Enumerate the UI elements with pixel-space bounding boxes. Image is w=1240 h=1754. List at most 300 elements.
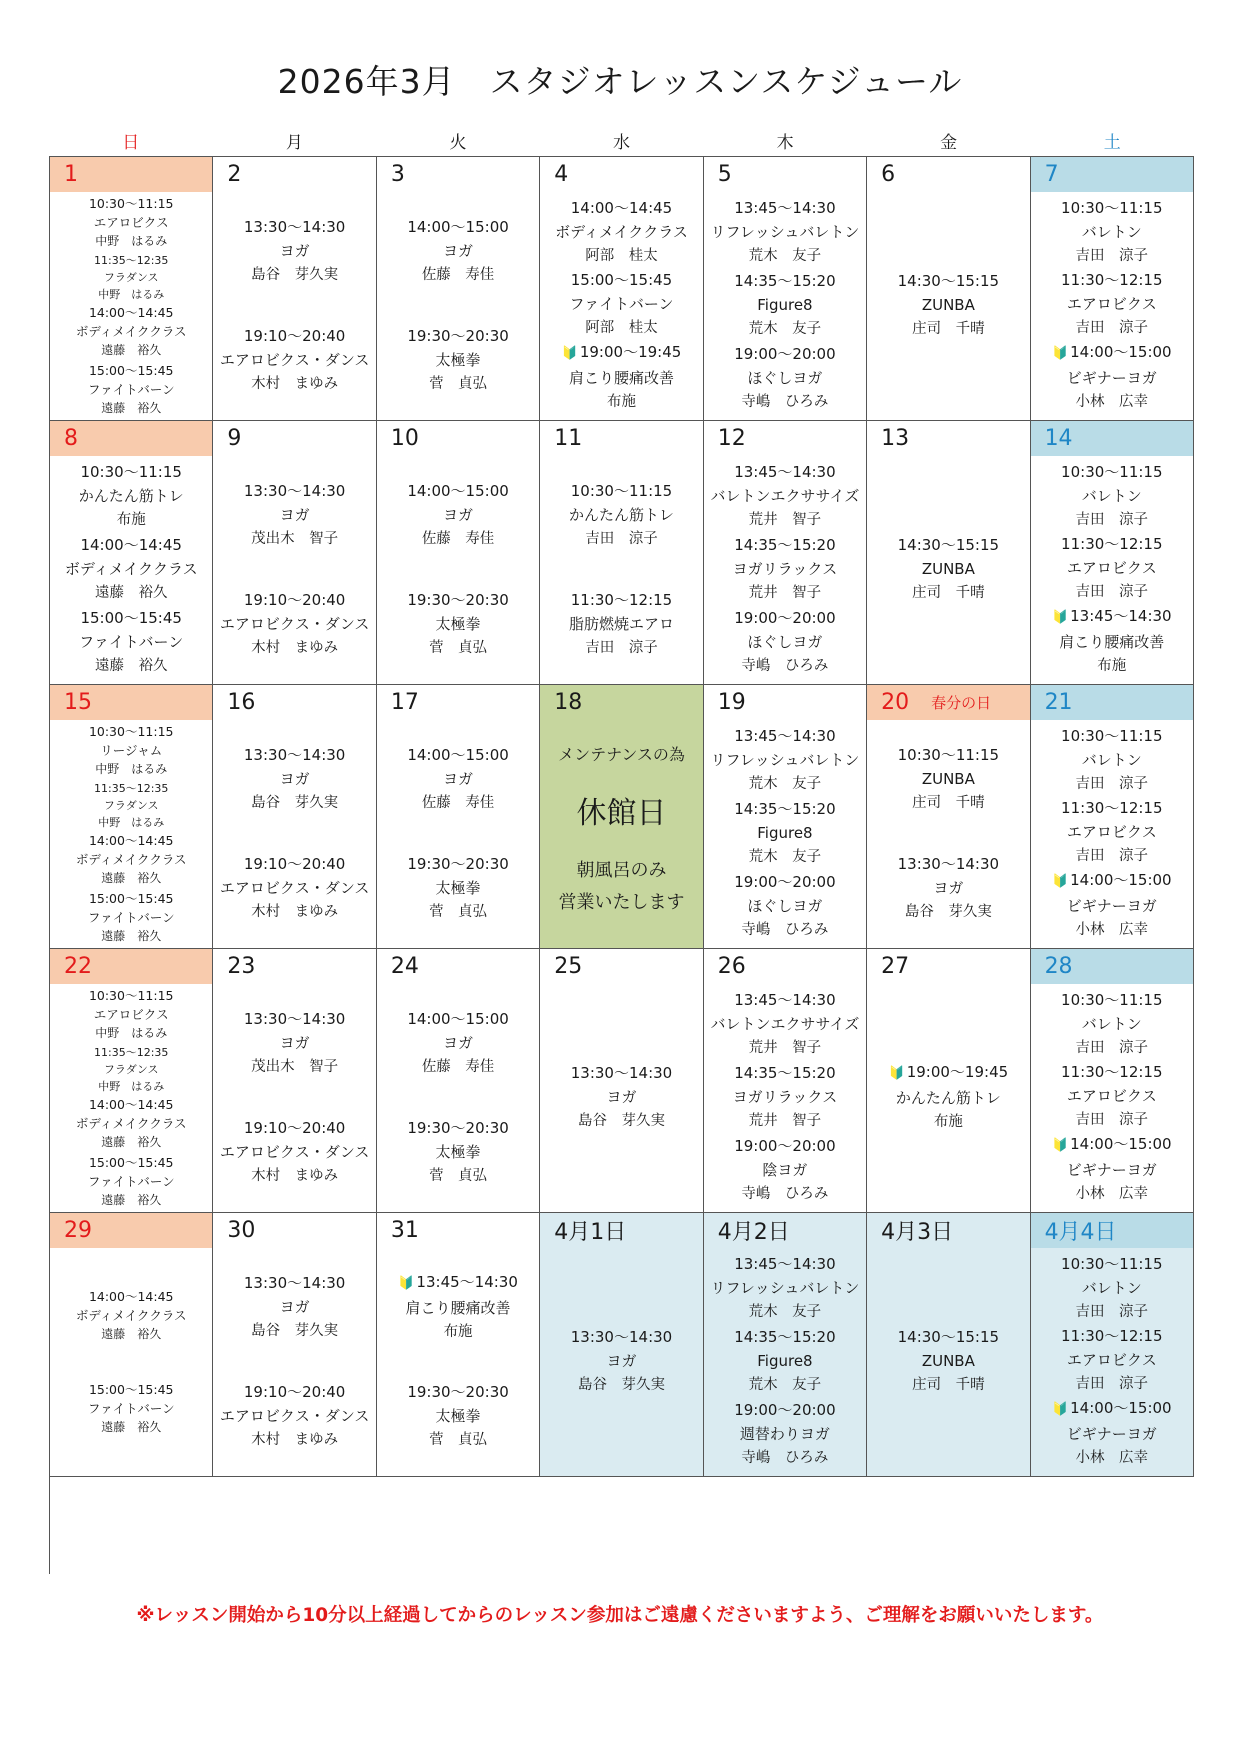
lesson-name: エアロビクス・ダンス [219, 1142, 370, 1161]
weekday-thursday: 木 [776, 133, 794, 153]
lesson-instructor: 寺嶋 ひろみ [741, 393, 829, 410]
lesson-time-text: 10:30～11:15 [88, 988, 174, 1004]
day-header [867, 685, 1029, 720]
lesson-instructor: 木村 まゆみ [251, 1431, 339, 1448]
lesson-name: ビギナーヨガ [1066, 369, 1157, 387]
lesson-name: ヨガ [443, 769, 474, 788]
lesson-time [706, 196, 864, 220]
lesson-time [215, 324, 373, 348]
lesson-name: エアロビクス [1066, 1351, 1157, 1369]
lesson-time [542, 340, 700, 366]
lesson-instructor: 荒木 友子 [748, 320, 822, 337]
lesson-time [706, 870, 864, 894]
lesson-item [1033, 796, 1191, 868]
day-number: 21 [1044, 690, 1073, 715]
lesson-time-text: 13:30～14:30 [570, 1328, 673, 1346]
lesson-item [215, 743, 373, 815]
lesson-time [215, 852, 373, 876]
lesson-name: エアロビクス [1066, 295, 1157, 313]
lesson-item [542, 340, 700, 414]
day-cell [1031, 685, 1194, 949]
lesson-name: ファイトバーン [87, 381, 175, 397]
lesson-list [1031, 192, 1193, 420]
lesson-instructor: 吉田 涼子 [1075, 1376, 1149, 1392]
lesson-instructor: 吉田 涼子 [585, 530, 658, 547]
lesson-time-text: 13:45～14:30 [1070, 607, 1172, 625]
lesson-name: ヨガ [606, 1088, 637, 1106]
day-cell [1031, 421, 1194, 685]
lesson-time-text: 13:30～14:30 [897, 854, 1000, 873]
lesson-name: ヨガ [443, 505, 474, 524]
lesson-list [1031, 984, 1193, 1212]
lesson-time-text: 14:00～15:00 [1070, 871, 1172, 889]
lesson-time-text: 11:30～12:15 [1061, 1327, 1163, 1345]
lesson-instructor: 小林 広幸 [1075, 1450, 1149, 1466]
lesson-instructor: 布施 [933, 1114, 963, 1130]
day-header [213, 949, 375, 984]
lesson-name: ビギナーヨガ [1066, 1161, 1157, 1179]
lesson-instructor: 中野 はるみ [95, 762, 168, 777]
lesson-name: かんたん筋トレ [895, 1089, 1001, 1107]
lesson-time [1033, 340, 1191, 366]
lesson-instructor: 庄司 千晴 [912, 1377, 985, 1393]
day-cell [50, 157, 213, 421]
lesson-name: エアロビクス・ダンス [219, 614, 370, 633]
lesson-name: ビギナーヨガ [1066, 897, 1157, 915]
lesson-time-text: 19:10～20:40 [243, 1382, 346, 1401]
lesson-instructor: 遠藤 裕久 [101, 343, 162, 358]
lesson-time [1033, 268, 1191, 292]
day-cell [377, 685, 540, 949]
lesson-time [215, 1007, 373, 1031]
lesson-item [706, 1325, 864, 1397]
day-cell [704, 1213, 867, 1477]
lesson-instructor: 木村 まゆみ [251, 1167, 339, 1184]
lesson-time [542, 196, 700, 220]
lesson-name: ボディメイククラス [555, 223, 688, 241]
lesson-item [379, 743, 537, 815]
lesson-list [704, 1248, 866, 1476]
lesson-time-text: 10:30～11:15 [1061, 463, 1163, 481]
lesson-item [52, 303, 210, 360]
lesson-time [52, 194, 210, 213]
lesson-time [215, 1116, 373, 1140]
lesson-time-text: 13:45～14:30 [734, 199, 836, 218]
lesson-item [1033, 988, 1191, 1060]
lesson-instructor: 遠藤 裕久 [101, 928, 162, 943]
day-header [867, 421, 1029, 456]
lesson-list [867, 1248, 1029, 1476]
lesson-time-text: 11:30～12:15 [1061, 271, 1163, 289]
lesson-time [52, 780, 210, 797]
lesson-time-text: 10:30～11:15 [1061, 991, 1163, 1009]
lesson-time-text: 14:35～15:20 [734, 799, 836, 818]
lesson-time [52, 1044, 210, 1061]
lesson-list [1031, 720, 1193, 948]
day-cell [50, 949, 213, 1213]
lesson-instructor: 遠藤 裕久 [101, 1326, 162, 1341]
day-cell [213, 685, 376, 949]
lesson-instructor: 吉田 涼子 [585, 639, 658, 656]
lesson-time [52, 1153, 210, 1172]
lesson-time-text: 11:35～12:35 [94, 781, 169, 795]
day-number: 4 [554, 162, 569, 187]
lesson-name: バレトンエクササイズ [710, 487, 860, 506]
lesson-instructor: 小林 広幸 [1075, 1186, 1149, 1202]
lesson-time [1033, 1324, 1191, 1348]
lesson-time [215, 215, 373, 239]
lesson-name: ヨガ [279, 505, 310, 524]
lesson-instructor: 荒木 友子 [748, 248, 822, 265]
lesson-name: リフレッシュバレトン [710, 1279, 860, 1298]
lesson-instructor: 布施 [116, 512, 146, 529]
day-header [704, 421, 866, 456]
lesson-instructor: 遠藤 裕久 [94, 584, 168, 601]
holiday-name: 春分の日 [931, 694, 992, 712]
day-number: 3 [390, 162, 405, 187]
lesson-item [215, 852, 373, 924]
lesson-time [706, 988, 864, 1012]
lesson-time [1033, 988, 1191, 1012]
day-header [704, 949, 866, 984]
beginner-mark-icon: 🔰 [1051, 874, 1069, 889]
lesson-time-text: 15:00～15:45 [570, 271, 673, 289]
lesson-name: ファイトバーン [87, 909, 175, 925]
lesson-item [52, 1380, 210, 1437]
lesson-instructor: 遠藤 裕久 [94, 657, 168, 674]
day-number: 4月3日 [881, 1220, 954, 1245]
lesson-name: ボディメイククラス [75, 1307, 187, 1323]
lesson-instructor: 荒井 智子 [748, 1112, 822, 1129]
lesson-instructor: 佐藤 寿佳 [421, 794, 495, 811]
day-number: 13 [881, 426, 910, 451]
lesson-item [1033, 1060, 1191, 1132]
day-number: 27 [881, 954, 910, 979]
lesson-instructor: 布施 [1097, 658, 1127, 674]
lesson-time [1033, 460, 1191, 484]
day-cell [867, 1213, 1030, 1477]
day-number: 4月1日 [554, 1220, 627, 1245]
lesson-item [215, 1271, 373, 1343]
lesson-time [706, 269, 864, 293]
lesson-time-text: 14:00～15:00 [1070, 1399, 1172, 1417]
day-number: 2 [227, 162, 242, 187]
lesson-list [540, 456, 702, 684]
day-cell [540, 157, 703, 421]
lesson-time [706, 1134, 864, 1158]
weekday-header-row [49, 130, 1194, 156]
lesson-list [1031, 1248, 1193, 1476]
lesson-item [542, 196, 700, 268]
lesson-name: エアロビクス [93, 215, 169, 231]
lesson-time [52, 460, 210, 484]
lesson-instructor: 吉田 涼子 [1075, 320, 1149, 336]
lesson-item [379, 1007, 537, 1079]
beginner-mark-icon: 🔰 [1051, 1138, 1069, 1153]
day-cell [540, 421, 703, 685]
lesson-time-text: 19:00～20:00 [734, 872, 836, 891]
weekday-wednesday: 水 [613, 133, 631, 153]
lesson-time-text: 14:00～14:45 [88, 1288, 174, 1304]
lesson-time [52, 1095, 210, 1114]
lesson-list [50, 1248, 212, 1476]
lesson-name: ファイトバーン [79, 632, 184, 651]
lesson-time [379, 1380, 537, 1404]
lesson-name: ZUNBA [921, 560, 975, 578]
lesson-time [1033, 796, 1191, 820]
beginner-mark-icon: 🔰 [1051, 346, 1069, 361]
lesson-instructor: 荒井 智子 [748, 512, 822, 529]
day-cell [377, 1213, 540, 1477]
lesson-name: 週替わりヨガ [739, 1424, 830, 1443]
lesson-time-text: 10:30～11:15 [88, 196, 174, 212]
day-header [50, 685, 212, 720]
day-cell [50, 685, 213, 949]
lesson-item [706, 1061, 864, 1133]
lesson-time [706, 1061, 864, 1085]
lesson-item [52, 986, 210, 1043]
day-number: 6 [881, 162, 896, 187]
lesson-item [1033, 460, 1191, 532]
weekday-sunday: 日 [122, 133, 140, 153]
lesson-name: フラダンス [103, 270, 159, 284]
lesson-list [213, 1248, 375, 1476]
lesson-time-text: 13:45～14:30 [734, 1255, 836, 1274]
lesson-list [213, 456, 375, 684]
lesson-time-text: 14:00～14:45 [80, 535, 182, 554]
lesson-time-text: 19:30～20:30 [407, 1383, 509, 1401]
lesson-time [52, 986, 210, 1005]
lesson-instructor: 佐藤 寿佳 [421, 266, 495, 283]
lesson-item [1033, 1132, 1191, 1206]
lesson-time-text: 14:30～15:15 [897, 272, 1000, 290]
lesson-item [869, 1325, 1027, 1397]
lesson-list [1031, 456, 1193, 684]
lesson-list [377, 456, 539, 684]
lesson-time [379, 1007, 537, 1031]
weekday-tuesday: 火 [449, 133, 467, 153]
lesson-time [706, 342, 864, 366]
lesson-instructor: 庄司 千晴 [912, 321, 985, 337]
lesson-time [379, 852, 537, 876]
lesson-instructor: 菅 貞弘 [429, 1167, 488, 1184]
day-header [213, 685, 375, 720]
lesson-time-text: 19:10～20:40 [243, 590, 346, 609]
lesson-item [52, 1095, 210, 1152]
day-header [377, 685, 539, 720]
lesson-item [1033, 868, 1191, 942]
lesson-name: ZUNBA [921, 769, 975, 788]
lesson-time-text: 14:35～15:20 [734, 1327, 836, 1346]
lesson-time [1033, 532, 1191, 556]
lesson-list [540, 1248, 702, 1476]
day-cell [1031, 1213, 1194, 1477]
day-header [1031, 157, 1193, 192]
lesson-list [50, 456, 212, 684]
day-cell [213, 1213, 376, 1477]
lesson-time-text: 13:30～14:30 [570, 1064, 673, 1082]
day-cell [867, 157, 1030, 421]
lesson-time [869, 743, 1027, 767]
lesson-instructor: 島谷 芽久実 [577, 1113, 665, 1129]
lesson-list [540, 192, 702, 420]
day-header [50, 1213, 212, 1248]
lesson-name: リフレッシュバレトン [710, 223, 860, 242]
lesson-instructor: 荒木 友子 [748, 1376, 822, 1393]
lesson-time-text: 11:35～12:35 [94, 253, 169, 267]
lesson-time [706, 533, 864, 557]
lesson-name: ZUNBA [921, 1352, 975, 1370]
lesson-time [379, 479, 537, 503]
closed-notice [540, 720, 702, 948]
lesson-item [52, 252, 210, 303]
lesson-item [1033, 724, 1191, 796]
lesson-instructor: 菅 貞弘 [429, 903, 488, 920]
lesson-time [706, 1325, 864, 1349]
lesson-list [867, 192, 1029, 420]
lesson-instructor: 遠藤 裕久 [101, 1192, 162, 1207]
day-cell [50, 421, 213, 685]
day-cell [704, 949, 867, 1213]
lesson-time [52, 303, 210, 322]
lesson-time-text: 10:30～11:15 [570, 481, 673, 500]
lesson-instructor: 寺嶋 ひろみ [741, 1185, 829, 1202]
lesson-time-text: 13:30～14:30 [243, 745, 346, 764]
lesson-name: バレトンエクササイズ [710, 1015, 860, 1034]
lesson-list [704, 984, 866, 1212]
weekday-saturday: 土 [1103, 133, 1121, 153]
lesson-time-text: 13:30～14:30 [243, 1009, 346, 1028]
closed-note-line: 営業いたします [558, 891, 685, 913]
lesson-name: ヨガ [443, 241, 474, 260]
lesson-list [867, 984, 1029, 1212]
day-header [377, 421, 539, 456]
lesson-item [706, 460, 864, 532]
lesson-instructor: 中野 はるみ [95, 234, 168, 249]
lesson-time [1033, 724, 1191, 748]
lesson-instructor: 佐藤 寿佳 [421, 1058, 495, 1075]
day-number: 24 [390, 954, 419, 979]
lesson-instructor: 寺嶋 ひろみ [741, 1449, 829, 1466]
beginner-mark-icon: 🔰 [1051, 610, 1069, 625]
day-cell [50, 1213, 213, 1477]
closed-label: 休館日 [576, 795, 667, 831]
beginner-mark-icon: 🔰 [888, 1066, 905, 1081]
lesson-name: ヨガ [933, 878, 964, 897]
lesson-time [1033, 604, 1191, 630]
lesson-name: 太極拳 [435, 1407, 481, 1425]
day-header [704, 157, 866, 192]
lesson-item [869, 852, 1027, 924]
beginner-mark-icon: 🔰 [1051, 1402, 1069, 1417]
lesson-time-text: 10:30～11:15 [1061, 199, 1163, 217]
day-cell [213, 949, 376, 1213]
lesson-list [704, 720, 866, 948]
lesson-instructor: 菅 貞弘 [429, 639, 488, 656]
lesson-instructor: 菅 貞弘 [429, 375, 488, 392]
lesson-item [215, 1007, 373, 1079]
lesson-name: ヨガリラックス [732, 559, 838, 578]
lesson-item [542, 268, 700, 340]
lesson-time [706, 606, 864, 630]
lesson-item [215, 588, 373, 660]
lesson-item [542, 479, 700, 551]
day-number: 28 [1044, 954, 1073, 979]
day-cell [540, 685, 703, 949]
lesson-item [52, 460, 210, 532]
lesson-time-text: 15:00～15:45 [88, 1382, 174, 1398]
lesson-item [52, 780, 210, 831]
lesson-time [215, 1380, 373, 1404]
lesson-time-text: 15:00～15:45 [88, 1154, 174, 1170]
day-header [704, 1213, 866, 1248]
lesson-time-text: 14:35～15:20 [734, 271, 836, 290]
day-cell [213, 421, 376, 685]
day-number: 30 [227, 1218, 256, 1243]
lesson-list [377, 1248, 539, 1476]
lesson-name: ボディメイククラス [64, 559, 198, 578]
lesson-time-text: 14:00～15:00 [407, 217, 509, 236]
lesson-time [215, 588, 373, 612]
lesson-instructor: 吉田 涼子 [1075, 1040, 1149, 1056]
lesson-instructor: 遠藤 裕久 [101, 1420, 162, 1435]
lesson-instructor: 遠藤 裕久 [101, 871, 162, 886]
lesson-time [869, 852, 1027, 876]
day-header [377, 157, 539, 192]
lesson-instructor: 木村 まゆみ [251, 639, 339, 656]
lesson-instructor: 阿部 桂太 [585, 320, 658, 336]
day-header [377, 1213, 539, 1248]
lesson-list [704, 192, 866, 420]
lesson-time-text: 11:30～12:15 [1061, 799, 1163, 817]
lesson-instructor: 佐藤 寿佳 [421, 530, 495, 547]
lesson-time [215, 743, 373, 767]
lesson-instructor: 茂出木 智子 [251, 1058, 339, 1075]
lesson-name: バレトン [1081, 751, 1142, 769]
lesson-time [869, 1325, 1027, 1349]
lesson-instructor: 布施 [606, 394, 636, 410]
day-header [1031, 1213, 1193, 1248]
lesson-time-text: 11:35～12:35 [94, 1045, 169, 1059]
lesson-time [379, 743, 537, 767]
lesson-time [1033, 1252, 1191, 1276]
lesson-instructor: 庄司 千晴 [912, 794, 985, 811]
day-header [50, 157, 212, 192]
lesson-time-text: 19:30～20:30 [407, 854, 509, 873]
lesson-item [379, 1116, 537, 1188]
lesson-time-text: 10:30～11:15 [80, 463, 182, 482]
day-header [540, 421, 702, 456]
lesson-time-text: 19:00～20:00 [734, 1400, 836, 1419]
day-header [213, 421, 375, 456]
lesson-instructor: 阿部 桂太 [585, 248, 658, 264]
lesson-instructor: 中野 はるみ [98, 1079, 165, 1093]
lesson-instructor: 荒木 友子 [748, 1304, 822, 1321]
lesson-time-text: 11:30～12:15 [1061, 1063, 1163, 1081]
day-number: 5 [717, 162, 732, 187]
lesson-time-text: 14:35～15:20 [734, 1063, 836, 1082]
lesson-name: エアロビクス・ダンス [219, 1406, 370, 1425]
day-header [867, 949, 1029, 984]
lesson-list [377, 720, 539, 948]
lesson-item [1033, 1324, 1191, 1396]
day-number: 14 [1044, 426, 1073, 451]
lesson-name: 太極拳 [435, 614, 481, 633]
day-cell [704, 685, 867, 949]
lesson-instructor: 吉田 涼子 [1075, 584, 1149, 600]
lesson-time-text: 13:45～14:30 [734, 991, 836, 1010]
lesson-time-text: 19:10～20:40 [243, 854, 346, 873]
